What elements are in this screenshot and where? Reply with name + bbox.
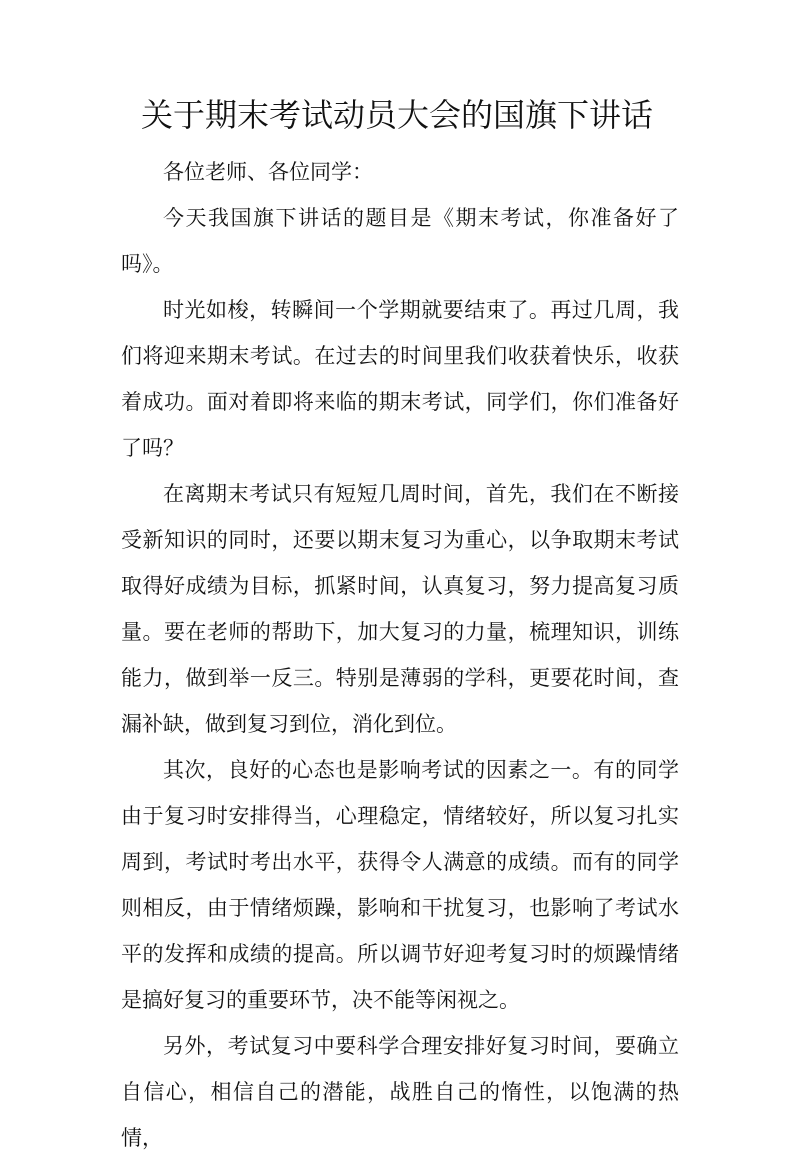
paragraph-topic: 今天我国旗下讲话的题目是《期末考试，你准备好了吗》。 xyxy=(121,206,679,276)
paragraph-review: 在离期末考试只有短短几周时间，首先，我们在不断接受新知识的同时，还要以期末复习为重心，以争取期末考试取得好成绩为目标，抓紧时间，认真复习，努力提高复习质量。要在老师的帮助下，加大复习的力量，梳理知识，训练能力，做到举一反三。特别是薄弱的学科，更要花时间，查漏补缺，做到复习到位，消化到位。 xyxy=(121,482,679,736)
paragraph-greeting: 各位老师、各位同学： xyxy=(163,160,373,184)
paragraph-mindset: 其次，良好的心态也是影响考试的因素之一。有的同学由于复习时安排得当，心理稳定，情绪较好，所以复习扎实周到，考试时考出水平，获得令人满意的成绩。而有的同学则相反，由于情绪烦躁，影响和干扰复习，也影响了考试水平的发挥和成绩的提高。所以调节好迎考复习时的烦躁情绪是搞好复习的重要环节，决不能等闲视之。 xyxy=(121,758,679,1012)
paragraph-intro: 时光如梭，转瞬间一个学期就要结束了。再过几周，我们将迎来期末考试。在过去的时间里我们收获着快乐，收获着成功。面对着即将来临的期末考试，同学们，你们准备好了吗？ xyxy=(121,298,679,460)
document-title: 关于期末考试动员大会的国旗下讲话 xyxy=(140,96,653,134)
document-body xyxy=(121,149,679,1161)
paragraph-schedule: 另外，考试复习中要科学合理安排好复习时间，要确立自信心，相信自己的潜能，战胜自己的惰性，以饱满的热情， xyxy=(121,1034,679,1150)
